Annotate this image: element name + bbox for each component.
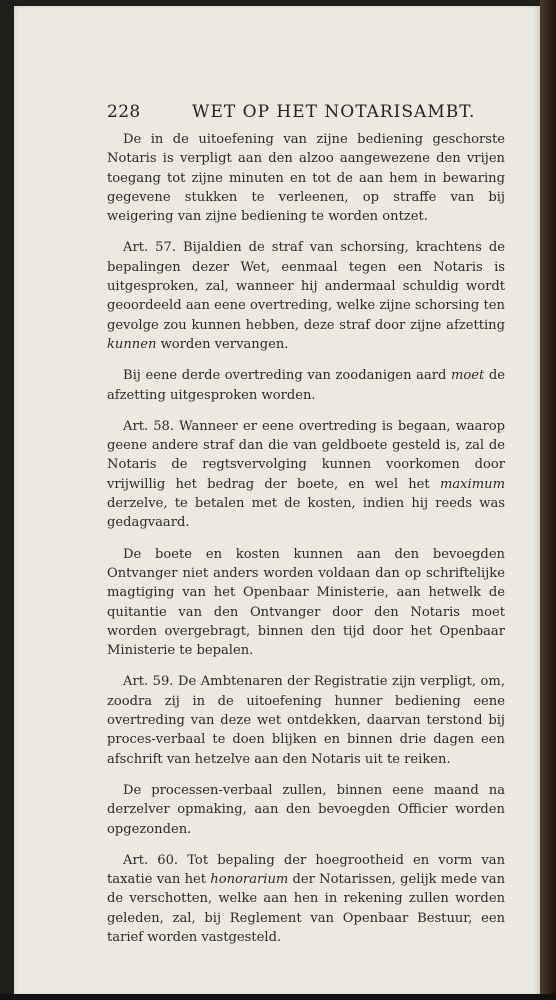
text-run: derzelve, te betalen met de kosten, indien hij reeds was gedagvaard. — [107, 496, 505, 531]
running-title: WET OP HET NOTARISAMBT. — [192, 102, 476, 122]
body-text — [107, 130, 505, 959]
italic-term: kunnen — [107, 336, 157, 352]
italic-term: honorarium — [210, 872, 289, 888]
text-run: de afzetting uitgesproken worden. — [107, 368, 506, 403]
text-run: De processen-verbaal zullen, binnen eene maand na derzelver opmaking, aan den bevoegden Officier worden opgezonden. — [107, 782, 505, 837]
paragraph — [107, 545, 505, 661]
paragraph — [107, 238, 505, 354]
text-run: Art. 59. De Ambtenaren der Registratie zijn verpligt, om, zoodra zij in de uitoefening hunner bediening eene overtreding van deze wet ontdekken, daarvan terstond bij proces-verbaal te doen blijken en binnen drie dagen een afschrift van hetzelve aan den Notaris uit te reiken. — [107, 674, 505, 767]
italic-term: moet — [450, 368, 485, 384]
text-run: De in de uitoefening van zijne bediening geschorste Notaris is verpligt aan den alzoo aangewezene den vrijen toegang tot zijne minuten en tot de aan hem in bewaring gegevene stukken te verleenen, op straffe van bij weigering van zijne bediening te worden ontzet. — [107, 132, 505, 225]
paragraph — [107, 781, 505, 839]
text-run: Art. 57. Bijaldien de straf van schorsing, krachtens de bepalingen dezer Wet, eenmaal tegen een Notaris is uitgesproken, zal, wanneer hij andermaal schuldig wordt geoordeeld aan eene overtreding, welke zijne schorsing ten gevolge zou kunnen hebben, deze straf door zijne afzetting — [107, 240, 505, 333]
page-number: 228 — [107, 102, 141, 122]
paragraph — [107, 672, 505, 768]
italic-term: maximum — [439, 476, 505, 492]
text-run: De boete en kosten kunnen aan den bevoegden Ontvanger niet anders worden voldaan dan op schriftelijke magtiging van het Openbaar Ministerie, aan hetwelk de quitantie van den Ontvanger door den Notaris moet worden overgebragt, binnen den tijd door het Openbaar Ministerie te bepalen. — [107, 546, 505, 659]
paragraph — [107, 417, 505, 533]
text-run: der Notarissen, gelijk mede van de verschotten, welke aan hen in rekening zullen worden geleden, zal, bij Reglement van Openbaar Bestuur, een tarief worden vastgesteld. — [107, 872, 505, 945]
text-run: Art. 60. Tot bepaling der hoegrootheid en vorm van taxatie van het — [107, 852, 505, 888]
paragraph — [107, 851, 505, 947]
paragraph — [107, 366, 505, 405]
paragraph — [107, 130, 505, 226]
book-edge — [540, 0, 556, 1000]
text-run: Bij eene derde overtreding van zoodanigen aard — [123, 368, 451, 384]
text-run: Art. 58. Wanneer er eene overtreding is begaan, waarop geene andere straf dan die van geldboete gesteld is, zal de Notaris de regtsvervolging kunnen voorkomen door vrijwillig het bedrag der boete, en wel het — [107, 418, 505, 492]
scan-border — [0, 994, 556, 1000]
text-run: worden vervangen. — [156, 336, 289, 352]
